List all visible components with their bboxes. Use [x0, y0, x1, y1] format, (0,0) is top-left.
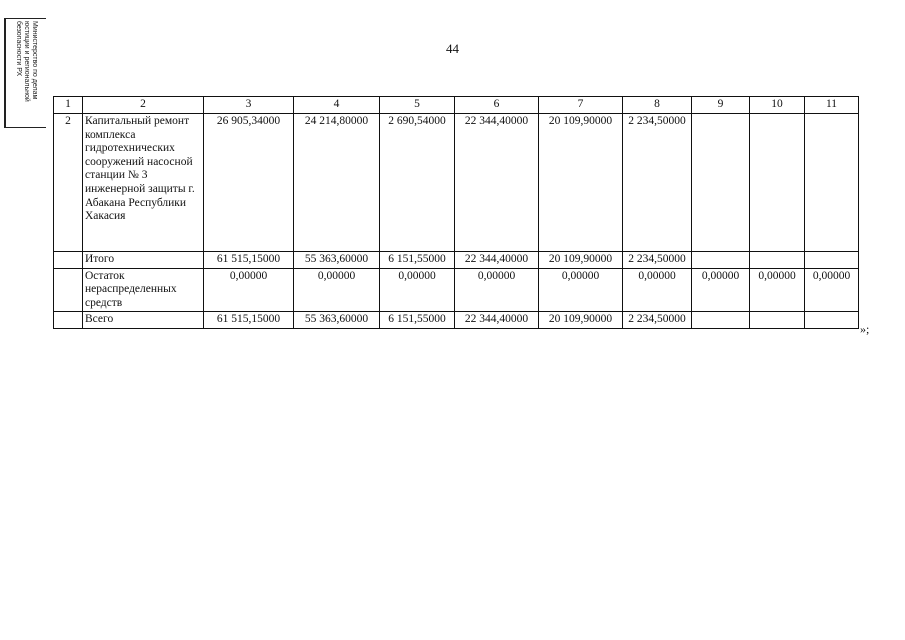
header-cell: 3 — [204, 97, 294, 114]
header-cell: 7 — [539, 97, 623, 114]
value-cell: 20 109,90000 — [539, 312, 623, 329]
value-cell: 55 363,60000 — [294, 252, 380, 269]
header-cell: 10 — [750, 97, 805, 114]
table-row-remainder — [54, 268, 859, 312]
header-cell: 9 — [692, 97, 750, 114]
header-cell: 6 — [455, 97, 539, 114]
row-label-cell: Всего — [83, 312, 204, 329]
row-index-cell: 2 — [54, 114, 83, 252]
table-row-subtotal — [54, 252, 859, 269]
header-cell: 4 — [294, 97, 380, 114]
value-cell: 0,00000 — [692, 268, 750, 312]
value-cell — [805, 114, 859, 252]
value-cell: 0,00000 — [805, 268, 859, 312]
value-cell — [750, 252, 805, 269]
value-cell — [692, 114, 750, 252]
value-cell: 0,00000 — [750, 268, 805, 312]
value-cell: 0,00000 — [623, 268, 692, 312]
value-cell: 0,00000 — [380, 268, 455, 312]
row-index-cell — [54, 312, 83, 329]
value-cell: 22 344,40000 — [455, 114, 539, 252]
value-cell: 22 344,40000 — [455, 312, 539, 329]
stamp-line: юстиции и региональной — [23, 21, 30, 102]
closing-quote-mark: »; — [860, 322, 870, 336]
row-index-cell — [54, 252, 83, 269]
header-cell: 11 — [805, 97, 859, 114]
value-cell — [692, 312, 750, 329]
value-cell: 26 905,34000 — [204, 114, 294, 252]
value-cell: 2 234,50000 — [623, 114, 692, 252]
header-cell: 8 — [623, 97, 692, 114]
value-cell: 2 234,50000 — [623, 252, 692, 269]
value-cell: 20 109,90000 — [539, 114, 623, 252]
value-cell: 24 214,80000 — [294, 114, 380, 252]
funding-table — [53, 96, 859, 329]
value-cell: 0,00000 — [204, 268, 294, 312]
row-label-cell: Итого — [83, 252, 204, 269]
value-cell: 0,00000 — [455, 268, 539, 312]
header-cell: 5 — [380, 97, 455, 114]
page-number: 44 — [446, 41, 459, 56]
value-cell — [692, 252, 750, 269]
table-row-project — [54, 114, 859, 252]
value-cell — [750, 312, 805, 329]
value-cell: 0,00000 — [294, 268, 380, 312]
value-cell: 61 515,15000 — [204, 312, 294, 329]
value-cell: 2 690,54000 — [380, 114, 455, 252]
row-label-cell: Капитальный ремонт комплекса гидротехнических сооружений насосной станции № 3 инженерной защиты г. Абакана Республики Хакасия — [83, 114, 204, 252]
value-cell — [805, 312, 859, 329]
stamp-line: Министерство по делам — [31, 21, 38, 100]
stamp-line: безопасности РХ — [15, 21, 22, 77]
row-label-cell: Остаток нераспределенных средств — [83, 268, 204, 312]
value-cell: 55 363,60000 — [294, 312, 380, 329]
stamp-text — [14, 21, 38, 125]
header-cell: 2 — [83, 97, 204, 114]
value-cell: 2 234,50000 — [623, 312, 692, 329]
value-cell: 6 151,55000 — [380, 252, 455, 269]
value-cell: 20 109,90000 — [539, 252, 623, 269]
table-row-total — [54, 312, 859, 329]
value-cell: 61 515,15000 — [204, 252, 294, 269]
row-index-cell — [54, 268, 83, 312]
registration-stamp — [4, 18, 46, 128]
value-cell: 6 151,55000 — [380, 312, 455, 329]
value-cell — [805, 252, 859, 269]
value-cell — [750, 114, 805, 252]
value-cell: 0,00000 — [539, 268, 623, 312]
header-cell: 1 — [54, 97, 83, 114]
table-header-row — [54, 97, 859, 114]
value-cell: 22 344,40000 — [455, 252, 539, 269]
